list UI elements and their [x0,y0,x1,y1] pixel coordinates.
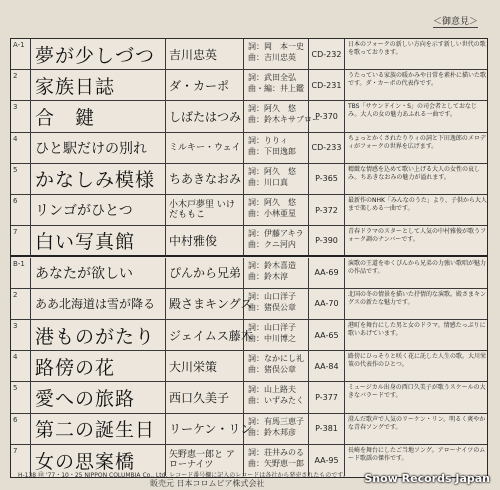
catalog-number: CD-232 [309,39,345,69]
catalog-number: P-372 [309,195,345,225]
artist-name: 矢野恵一郎と アローナイツ [166,445,244,476]
comment-note: 日本のフォークの新しい方向を示す新しい世代の歌を歌っております。 [348,41,486,56]
artist-name: ちあきなおみ [166,164,244,194]
artist-name: 殿さまキングス [166,289,244,319]
catalog-number: P-370 [309,101,345,131]
credits [244,39,309,69]
catalog-number: CD-233 [309,133,345,163]
artist-name: 小木戸夢里 いけだももこ [166,195,244,225]
track-row [11,39,487,70]
catalog-number: P-390 [309,226,345,255]
publisher-stamp: 販売元 日本コロムビア株式会社 [150,479,265,488]
comment-note: 精緻な情感を込めて歌い上げる大人の女性の哀しみ。ちあきなおみの魅力が溢れます。 [348,165,481,181]
catalog-number: AA-65 [309,320,345,350]
track-number: 4 [11,351,31,381]
track-number: 3 [11,320,31,350]
composer-credit: 曲：猪俣公章 [248,302,296,312]
track-row [11,226,487,257]
song-title: 合 鍵 [31,101,166,131]
composer-credit: 曲：小林亜星 [248,209,296,219]
catalog-number: P-377 [309,382,345,412]
credits [244,320,309,350]
composer-credit: 曲：下田逸郎 [248,146,296,156]
composer-credit: 曲：中川博之 [248,333,296,343]
lyricist-credit: 詞：岡 本一史 [248,42,304,51]
lyricist-credit: 詞：荘井みのる [248,447,304,457]
catalog-number: AA-84 [309,351,345,381]
comment-note: 北国の冬の情景を描いた抒情的な演歌。殿さまキングスの新たな魅力です。 [348,290,486,306]
lyricist-credit: 詞：阿久 悠 [248,198,296,208]
comment-note: 青春ドラマのスターとして人気の中村雅俊が歌うフォーク調のナンバーです。 [348,228,487,244]
composer-credit: 曲：川口真 [248,177,288,187]
track-row [11,195,487,226]
catalog-number: CD-231 [309,70,345,100]
song-title: あなたが欲しい [31,258,166,288]
composer-credit: 曲：鈴木淳 [248,271,288,281]
song-title: 愛への旅路 [31,382,166,412]
lyricist-credit: 詞：山口洋子 [248,322,296,332]
composer-credit: 曲・編：井上鑑 [248,84,304,94]
comment-note: 長崎を舞台にしたご当地ソング。アローナイツのムード歌謡の傑作です。 [348,446,486,462]
track-number: 5 [11,382,31,412]
track-row [11,320,487,351]
song-title: かなしみ模様 [31,164,166,194]
footer-text: H-138 ㊞ '77・10・25 NIPPON COLUMBIA Co., Ltd. レコード番号欄に記入のレコードは各社から発売されたものです。 [18,472,349,479]
comment-note: ちょっとかくされたりりィの詞と下田逸郎のメロディがフォークの世界を広げます。 [348,134,486,150]
artist-name: ダ・カーポ [166,70,244,100]
watermark: Snow Records Japan [364,472,490,485]
song-title: 第二の誕生日 [31,414,166,444]
track-number: B-1 [11,258,31,288]
composer-credit: 曲：吉川忠英 [248,53,296,62]
composer-credit: 曲：クニ河内 [248,240,296,250]
credits [244,351,309,381]
song-title: ひと駅だけの別れ [31,133,166,163]
lyricist-credit: 詞：伊藤アキラ [248,229,304,239]
artist-name: 吉川忠英 [166,39,244,69]
track-row [11,258,487,289]
artist-name: ぴんから兄弟 [166,258,244,288]
lyricist-credit: 詞：有馬三恵子 [248,416,304,426]
track-number: 6 [11,414,31,444]
credits [244,382,309,412]
lyricist-credit: 詞：山上路夫 [248,385,296,395]
lyricist-credit: 詞：山口洋子 [248,291,296,301]
credits [244,195,309,225]
song-title: 路傍の花 [31,351,166,381]
lyricist-credit: 詞：なかにし礼 [248,354,304,364]
track-number: 5 [11,164,31,194]
track-row [11,101,487,132]
song-title: 港ものがたり [31,320,166,350]
credits [244,289,309,319]
credits [244,70,309,100]
song-title: 夢が少しづつ [31,39,166,69]
comment-note: ミュージカル出身の西口久美子が歌うスケールの大きなバラードです。 [348,384,486,400]
credits [244,258,309,288]
comment-note: 港町を舞台にした男と女のドラマ。情感たっぷりに歌いあげています。 [348,321,486,337]
song-title: リンゴがひとつ [31,195,166,225]
track-number: 4 [11,133,31,163]
credits [244,414,309,444]
composer-credit: 曲：鈴木邦彦 [248,427,296,437]
comment-note: うたっている家族の暖かみや日常を素朴に描いた歌です。ダ・カーポの代表作です。 [348,72,487,88]
artist-name: しばたはつみ [166,101,244,131]
credits [244,101,320,131]
opinion-header: ＜御意見＞ [433,14,478,28]
composer-credit: 曲：鈴木キサブロー [248,115,320,125]
track-row [11,289,487,320]
artist-name: 中村雅俊 [166,226,244,255]
song-title: ああ北海道は雪が降る [31,289,166,319]
credits [244,133,309,163]
credits [244,226,309,255]
track-number: 2 [11,70,31,100]
lyricist-credit: 詞：阿久 悠 [248,166,296,176]
track-number: 3 [11,101,31,131]
track-number: A-1 [11,39,31,69]
lyricist-credit: 詞：鈴木喜造 [248,260,296,270]
track-number: 7 [11,226,31,255]
track-row [11,382,487,413]
composer-credit: 曲：矢野恵一郎 [248,458,304,468]
artist-name: ジェイムス藤木 [166,320,244,350]
catalog-number: AA-69 [309,258,345,288]
artist-name: 西口久美子 [166,382,244,412]
song-title: 白い写真館 [31,226,166,255]
track-number: 6 [11,195,31,225]
artist-name: ミルキー・ウェイ [166,133,244,163]
lyricist-credit: 詞：りりィ [248,135,288,145]
catalog-number: P-381 [309,414,345,444]
lyricist-credit: 詞：阿久 悠 [248,104,296,114]
artist-name: 大川栄策 [166,351,244,381]
composer-credit: 曲：猪俣公章 [248,365,296,375]
track-row [11,351,487,382]
track-row [11,414,487,445]
composer-credit: 曲：いずみたく [248,396,304,406]
record-sheet [10,38,488,478]
song-title: 女の思案橋 [31,445,166,476]
comment-note: 最新作のNHK「みんなのうた」より、子供から大人まで楽しめる一曲です。 [348,197,487,213]
catalog-number: AA-70 [309,289,345,319]
comment-note: 澄んだ歌声で人気のリーケン・リン。明るく爽やかな青春ソングです。 [348,415,486,431]
track-number: 7 [11,445,31,476]
comment-note: TBS「サウンドイン・S」の司会者としておなじみ。大人の女の魅力あふれる一曲です。 [348,103,477,119]
comment-note: 演歌の王道をゆくぴんから兄弟の力強い歌唱が魅力の作品です。 [348,259,487,275]
artist-name: リーケン・リン [166,414,244,444]
credits [244,164,309,194]
catalog-number: AA-95 [309,445,345,476]
comment-note: 路傍にひっそりと咲く花に託した人生の歌。大川栄策の代表作のひとつ。 [348,353,487,369]
track-row [11,164,487,195]
track-row [11,70,487,101]
track-number: 2 [11,289,31,319]
lyricist-credit: 詞：武田全弘 [248,73,296,83]
track-row [11,133,487,164]
catalog-number: P-365 [309,164,345,194]
song-title: 家族日誌 [31,70,166,100]
